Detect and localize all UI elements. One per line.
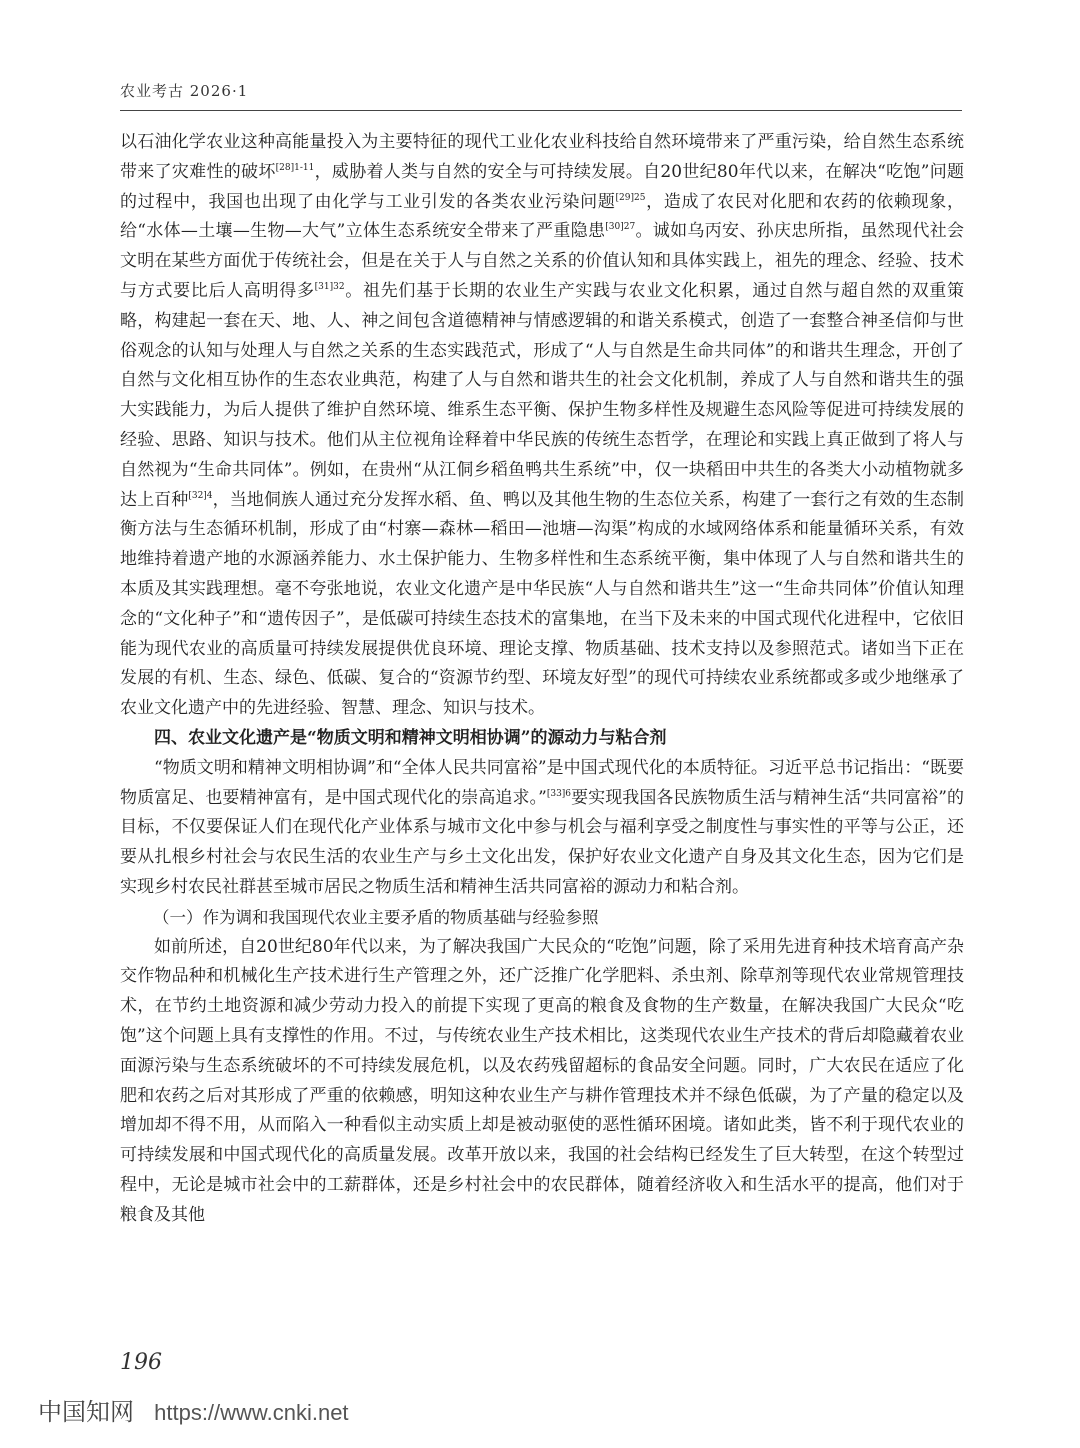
subsection-heading	[120, 903, 964, 933]
citation-ref: [32]4	[188, 490, 213, 501]
paragraph	[120, 933, 964, 1231]
article-body	[120, 128, 964, 1230]
page-number: 196	[120, 1350, 162, 1375]
watermark-url[interactable]: https://www.cnki.net	[154, 1400, 349, 1425]
paragraph-text: ，威胁着人类与自然的安全与可持续发展。自20世纪80年代以来，在解决“吃饱”问题的过程中，我国也出现了由化学与工业引发的各类农业污染问题	[120, 161, 965, 212]
paragraph-text: ，当地侗族人通过充分发挥水稻、鱼、鸭以及其他生物的生态位关系，构建了一套行之有效的生态制衡方法与生态循环机制，形成了由“村寨—森林—稻田—池塘—沟渠”构成的水域网络体系和能量循环关系，有效地维持着遗产地的水源涵养能力、水土保护能力、生物多样性和生态系统平衡，集中体现了人与自然和谐共生的本质及其实践理想。毫不夸张地说，农业文化遗产是中华民族“人与自然和谐共生”这一“生命共同体”价值认知理念的“文化种子”和“遗传因子”，是低碳可持续生态技术的富集地，在当下及未来的中国式现代化进程中，它依旧能为现代农业的高质量可持续发展提供优良环境、理论支撑、物质基础、技术支持以及参照范式。诸如当下正在发展的有机、生态、绿色、低碳、复合的“资源节约型、环境友好型”的现代可持续农业系统都或多或少地继承了农业文化遗产中的先进经验、智慧、理念、知识与技术。	[120, 489, 965, 719]
paragraph-text: 四、农业文化遗产是“物质文明和精神文明相协调”的源动力与粘合剂	[154, 727, 667, 748]
cnki-watermark[interactable]	[38, 1392, 349, 1427]
paragraph-text: 。诚如乌丙安、孙庆忠所指，虽然现代社会文明在某些方面优于传统社会，但是在关于人与自然之关系的价值认知和具体实践上，祖先的理念、经验、技术与方式要比后人高明得多	[120, 221, 964, 301]
paragraph-text: 。祖先们基于长期的农业生产实践与农业文化积累，通过自然与超自然的双重策略，构建起一套在天、地、人、神之间包含道德精神与情感逻辑的和谐关系模式，创造了一套整合神圣信仰与世俗观念的认知与处理人与自然之关系的生态实践范式，形成了“人与自然是生命共同体”的和谐共生理念，开创了自然与文化相互协作的生态农业典范，构建了人与自然和谐共生的社会文化机制，养成了人与自然和谐共生的强大实践能力，为后人提供了维护自然环境、维系生态平衡、保护生物多样性及规避生态风险等促进可持续发展的经验、思路、知识与技术。他们从主位视角诠释着中华民族的传统生态哲学，在理论和实践上真正做到了将人与自然视为“生命共同体”。例如，在贵州“从江侗乡稻鱼鸭共生系统”中，仅一块稻田中共生的各类大小动植物就多达上百种	[120, 280, 965, 510]
citation-ref: [33]6	[546, 788, 572, 799]
header-rule	[120, 110, 962, 111]
paragraph	[120, 754, 964, 903]
citation-ref: [30]27	[605, 222, 636, 233]
journal-header: 农业考古 2026·1	[120, 82, 249, 100]
paragraph-text: 如前所述，自20世纪80年代以来，为了解决我国广大民众的“吃饱”问题，除了采用先进育种技术培育高产杂交作物品种和机械化生产技术进行生产管理之外，还广泛推广化学肥料、杀虫剂、除草剂等现代农业常规管理技术，在节约土地资源和减少劳动力投入的前提下实现了更高的粮食及食物的生产数量，在解决我国广大民众“吃饱”这个问题上具有支撑性的作用。不过，与传统农业生产技术相比，这类现代农业生产技术的背后却隐藏着农业面源污染与生态系统破坏的不可持续发展危机，以及农药残留超标的食品安全问题。同时，广大农民在适应了化肥和农药之后对其形成了严重的依赖感，明知这种农业生产与耕作管理技术并不绿色低碳，为了产量的稳定以及增加却不得不用，从而陷入一种看似主动实质上却是被动驱使的恶性循环困境。诸如此类，皆不利于现代农业的可持续发展和中国式现代化的高质量发展。改革开放以来，我国的社会结构已经发生了巨大转型，在这个转型过程中，无论是城市社会中的工薪群体，还是乡村社会中的农民群体，随着经济收入和生活水平的提高，他们对于粮食及其他	[120, 936, 964, 1225]
citation-ref: [31]32	[314, 281, 345, 292]
paragraph	[120, 128, 964, 724]
citation-ref: [29]25	[615, 192, 646, 203]
paragraph-text: 要实现我国各民族物质生活与精神生活“共同富裕”的目标，不仅要保证人们在现代化产业体系与城市文化中参与机会与福利享受之制度性与事实性的平等与公正，还要从扎根乡村社会与农民生活的农业生产与乡土文化出发，保护好农业文化遗产自身及其文化生态，因为它们是实现乡村农民社群甚至城市居民之物质生活和精神生活共同富裕的源动力和粘合剂。	[120, 787, 964, 897]
section-heading	[120, 724, 964, 754]
paragraph-text: “物质文明和精神文明相协调”和“全体人民共同富裕”是中国式现代化的本质特征。习近平总书记指出：“既要物质富足、也要精神富有，是中国式现代化的崇高追求。”	[120, 757, 964, 808]
paragraph-text: （一）作为调和我国现代农业主要矛盾的物质基础与经验参照	[153, 907, 599, 927]
paragraph-text: 以石油化学农业这种高能量投入为主要特征的现代工业化农业科技给自然环境带来了严重污染，给自然生态系统带来了灾难性的破坏	[120, 132, 964, 182]
citation-ref: [28]1-11	[275, 162, 315, 173]
watermark-brand: 中国知网	[38, 1399, 134, 1426]
paragraph-text: ，造成了农民对化肥和农药的依赖现象，给“水体—土壤—生物—大气”立体生态系统安全带来了严重隐患	[120, 191, 964, 242]
